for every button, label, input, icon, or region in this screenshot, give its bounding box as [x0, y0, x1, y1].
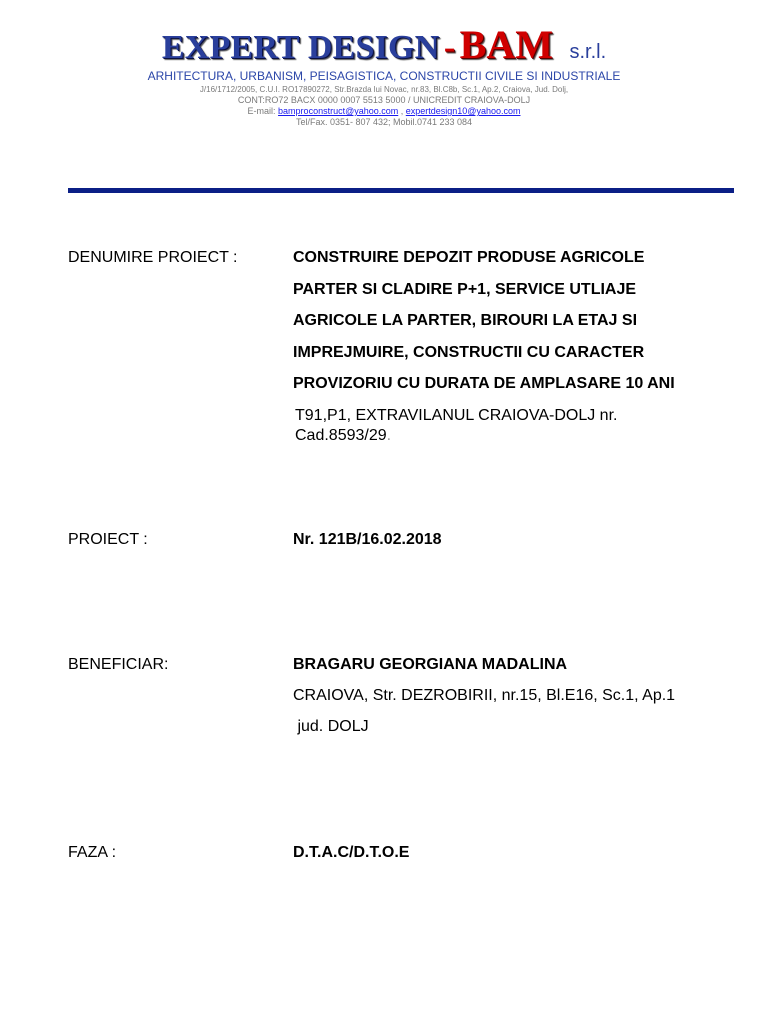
project-title-line: IMPREJMUIRE, CONSTRUCTII CU CARACTER [293, 343, 645, 361]
project-location-text: T91,P1, EXTRAVILANUL CRAIOVA-DOLJ nr. Cad.8593/29 [295, 406, 618, 444]
phone-info: Tel/Fax. 0351- 807 432; Mobil.0741 233 084 [295, 117, 473, 127]
brand-name: BAM [459, 22, 553, 67]
beneficiary-name: BRAGARU GEORGIANA MADALINA [293, 656, 568, 673]
logo-dash: - [443, 29, 456, 66]
bank-account-info: CONT:RO72 BACX 0000 0007 5513 5000 / UNICREDIT CRAIOVA-DOLJ [237, 95, 531, 105]
project-location [293, 406, 675, 446]
email-separator: , [398, 106, 406, 116]
email-line [0, 106, 768, 117]
header-divider [68, 188, 734, 193]
project-name-value [293, 248, 733, 446]
project-title [293, 248, 733, 406]
email-link-1[interactable]: bamproconstruct@yahoo.com [278, 106, 399, 116]
phase-label: FAZA : [68, 844, 117, 861]
company-name: EXPERT DESIGN [161, 29, 440, 66]
phase-value: D.T.A.C/D.T.O.E [293, 844, 410, 861]
project-title-line: PROVIZORIU CU DURATA DE AMPLASARE 10 ANI [293, 375, 675, 392]
project-name-label: DENUMIRE PROIECT : [68, 249, 238, 266]
project-location-end: . [386, 426, 392, 444]
company-suffix: s.r.l. [569, 41, 607, 63]
project-title-line: CONSTRUIRE DEPOZIT PRODUSE AGRICOLE [293, 249, 645, 266]
beneficiary-value [293, 655, 733, 737]
email-link-2[interactable]: expertdesign10@yahoo.com [405, 106, 521, 116]
company-logo [0, 22, 768, 68]
beneficiary-label: BENEFICIAR: [68, 656, 169, 673]
company-tagline: ARHITECTURA, URBANISM, PEISAGISTICA, CONSTRUCTII CIVILE SI INDUSTRIALE [147, 69, 621, 83]
letterhead [0, 22, 768, 128]
email-label: E-mail: [247, 106, 276, 116]
project-title-line: PARTER SI CLADIRE P+1, SERVICE UTLIAJE [293, 280, 637, 298]
project-number: Nr. 121B/16.02.2018 [293, 531, 442, 548]
beneficiary-county: jud. DOLJ [293, 718, 369, 735]
project-title-line: AGRICOLE LA PARTER, BIROURI LA ETAJ SI [293, 312, 638, 329]
project-label: PROIECT : [68, 531, 148, 548]
beneficiary-address: CRAIOVA, Str. DEZROBIRII, nr.15, Bl.E16, Sc.1, Ap.1 [293, 687, 676, 704]
registration-info: J/16/1712/2005, C.U.I. RO17890272, Str.Brazda lui Novac, nr.83, Bl.C8b, Sc.1, Ap.2, Craiova, Jud. Dolj, [199, 85, 569, 94]
